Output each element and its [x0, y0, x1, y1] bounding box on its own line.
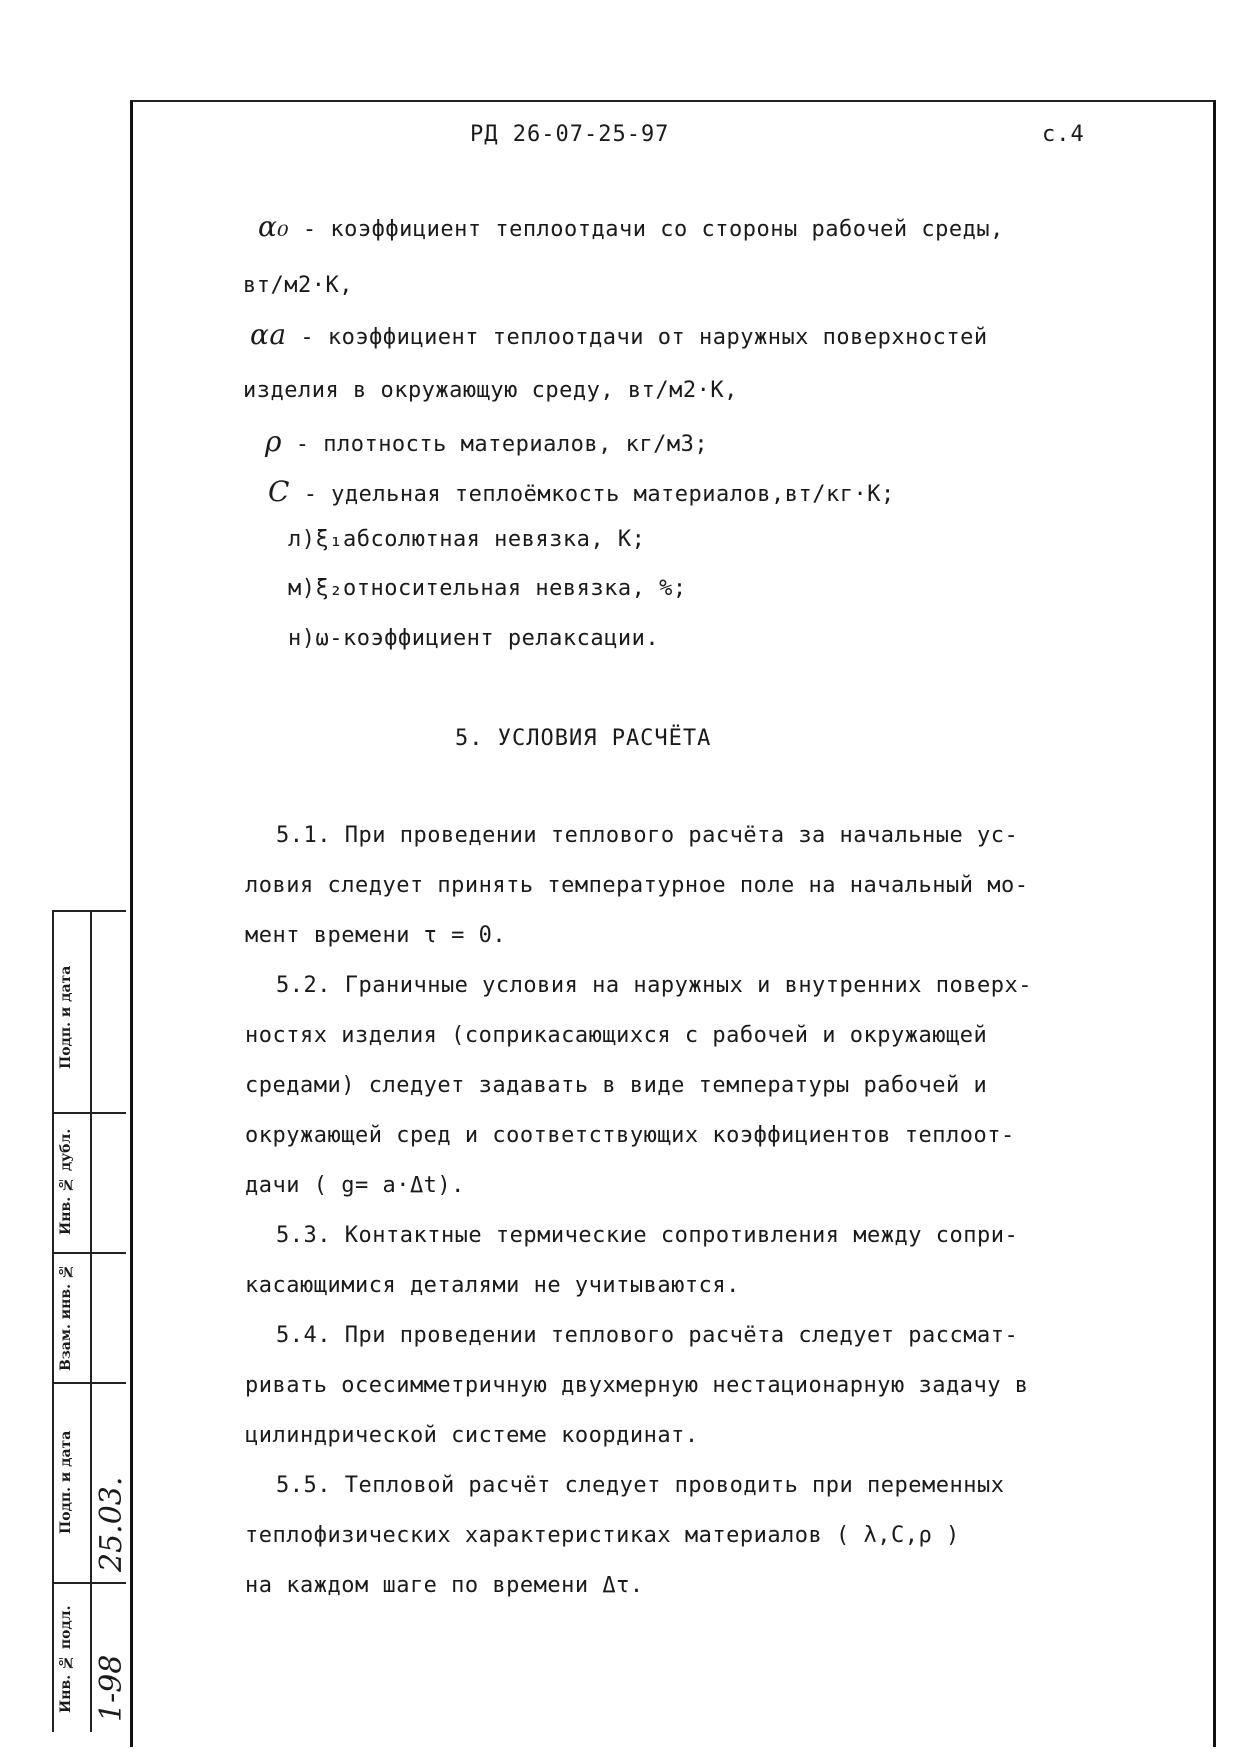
rho-text: - плотность материалов, кг/м3; — [295, 432, 709, 457]
alpha0-units: вт/м2·К, — [243, 273, 353, 298]
item-m: м)ξ₂относительная невязка, %; — [288, 576, 687, 601]
stamp-label-podp-data: Подп. и дата — [58, 965, 74, 1069]
stamp-label-podp-data-2: Подп. и дата — [58, 1430, 74, 1534]
definition-rho — [265, 425, 708, 458]
stamp-separator — [54, 1582, 126, 1584]
page-number: с.4 — [1042, 122, 1085, 147]
paragraph-line: 5.3. Контактные термические сопротивления между сопри- — [276, 1223, 1019, 1248]
alphaA-text: - коэффициент теплоотдачи от наружных поверхностей — [300, 325, 988, 350]
paragraph-line: средами) следует задавать в виде температуры рабочей и — [245, 1073, 988, 1098]
item-l: л)ξ₁абсолютная невязка, К; — [288, 527, 646, 552]
stamp-label-inv-dubl: Инв. № дубл. — [58, 1128, 74, 1236]
alpha0-text: - коэффициент теплоотдачи со стороны рабочей среды, — [302, 217, 1004, 242]
stamp-separator — [54, 1112, 126, 1114]
paragraph-line: теплофизических характеристиках материалов ( λ,C,ρ ) — [245, 1523, 960, 1548]
paragraph-line: касающимися деталями не учитываются. — [245, 1273, 740, 1298]
rho-symbol: ρ — [265, 425, 282, 458]
paragraph-line: дачи ( g= a·Δt). — [245, 1173, 465, 1198]
paragraph-line: ривать осесимметричную двухмерную нестационарную задачу в — [245, 1373, 1029, 1398]
stamp-label-inv-podl: Инв. № подл. — [58, 1605, 74, 1714]
paragraph-line: окружающей сред и соответствующих коэффициентов теплоот- — [245, 1123, 1015, 1148]
paragraph-line: 5.1. При проведении теплового расчёта за начальные ус- — [276, 823, 1019, 848]
alphaA-units: изделия в окружающую среду, вт/м2·К, — [243, 378, 738, 403]
document-code: РД 26-07-25-97 — [470, 122, 670, 147]
paragraph-line: мент времени τ = 0. — [245, 923, 507, 948]
c-symbol: C — [268, 475, 290, 508]
section-heading: 5. УСЛОВИЯ РАСЧЁТА — [455, 726, 712, 751]
paragraph-line: 5.5. Тепловой расчёт следует проводить при переменных — [276, 1473, 1005, 1498]
paragraph-line: ловия следует принять температурное поле на начальный мо- — [245, 873, 1029, 898]
handwritten-inventory-number: 1-98 — [94, 1654, 129, 1722]
item-n: н)ω-коэффициент релаксации. — [288, 626, 660, 651]
definition-alpha0 — [258, 210, 1004, 243]
stamp-divider — [90, 912, 92, 1732]
paragraph-line: 5.4. При проведении теплового расчёта следует рассмат- — [276, 1323, 1019, 1348]
stamp-separator — [54, 1252, 126, 1254]
alpha0-symbol: α₀ — [258, 210, 290, 243]
alphaA-symbol: αа — [250, 318, 287, 351]
paragraph-line: ностях изделия (соприкасающихся с рабочей и окружающей — [245, 1023, 988, 1048]
paragraph-line: цилиндрической системе координат. — [245, 1423, 699, 1448]
handwritten-signature-date: 25.03. — [94, 1476, 129, 1572]
c-text: - удельная теплоёмкость материалов,вт/кг·К; — [303, 482, 895, 507]
paragraph-line: 5.2. Граничные условия на наружных и внутренних поверх- — [276, 973, 1032, 998]
stamp-separator — [54, 1382, 126, 1384]
definition-c — [268, 475, 895, 508]
paragraph-line: на каждом шаге по времени Δτ. — [245, 1573, 644, 1598]
stamp-label-vzam-inv: Взам. инв. № — [58, 1263, 74, 1371]
approval-stamp — [52, 910, 129, 1732]
definition-alphaA — [250, 318, 988, 351]
